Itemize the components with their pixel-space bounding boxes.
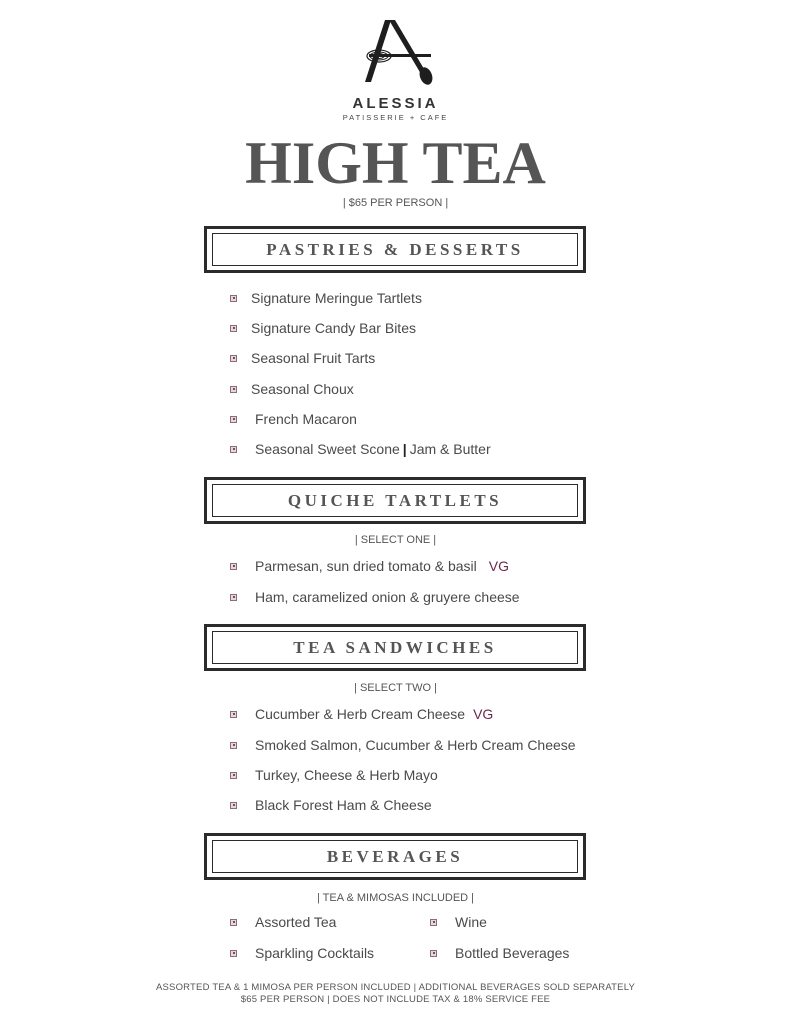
square-bullet-icon	[230, 386, 237, 393]
list-item	[230, 797, 432, 813]
footer-line-2: $65 PER PERSON | DOES NOT INCLUDE TAX & 18% SERVICE FEE	[240, 994, 551, 1005]
select-note: | SELECT ONE |	[354, 534, 437, 546]
list-item	[230, 737, 576, 753]
square-bullet-icon	[230, 711, 237, 718]
item-name: Bottled Beverages	[455, 945, 570, 961]
square-bullet-icon	[230, 742, 237, 749]
square-bullet-icon	[230, 295, 237, 302]
list-item	[430, 945, 569, 961]
square-bullet-icon	[230, 919, 237, 926]
included-note: | TEA & MIMOSAS INCLUDED |	[316, 892, 475, 904]
item-name: Signature Meringue Tartlets	[251, 290, 422, 306]
list-item	[230, 589, 520, 605]
vegetarian-tag: VG	[488, 558, 510, 574]
item-name: Turkey, Cheese & Herb Mayo	[255, 767, 438, 783]
item-name: Ham, caramelized onion & gruyere cheese	[255, 589, 520, 605]
square-bullet-icon	[430, 919, 437, 926]
item-extra: Jam & Butter	[409, 441, 491, 457]
list-item	[230, 381, 354, 397]
item-name: Seasonal Choux	[251, 381, 354, 397]
vegetarian-tag: VG	[473, 706, 494, 722]
list-item	[230, 914, 336, 930]
footer-line-1: ASSORTED TEA & 1 MIMOSA PER PERSON INCLUDED | ADDITIONAL BEVERAGES SOLD SEPARATELY	[155, 982, 636, 993]
item-name: Seasonal Fruit Tarts	[251, 350, 376, 366]
item-name: Seasonal Sweet Scone	[255, 441, 400, 457]
section-header-quiche	[204, 477, 586, 524]
square-bullet-icon	[230, 772, 237, 779]
section-heading: QUICHE TARTLETS	[287, 490, 503, 510]
item-name: Wine	[455, 914, 487, 930]
square-bullet-icon	[230, 355, 237, 362]
square-bullet-icon	[230, 594, 237, 601]
list-item	[230, 767, 438, 783]
list-item	[230, 411, 357, 427]
square-bullet-icon	[230, 950, 237, 957]
square-bullet-icon	[230, 416, 237, 423]
section-heading: TEA SANDWICHES	[293, 637, 497, 657]
item-name: Smoked Salmon, Cucumber & Herb Cream Cheese	[255, 737, 576, 753]
list-item	[230, 441, 491, 457]
separator: |	[402, 441, 407, 457]
item-name: Sparkling Cocktails	[255, 945, 375, 961]
item-name: Parmesan, sun dried tomato & basil	[255, 558, 477, 574]
square-bullet-icon	[230, 446, 237, 453]
item-name: Assorted Tea	[255, 914, 337, 930]
section-header-beverages	[204, 833, 586, 880]
page-title: HIGH TEA	[245, 130, 546, 196]
list-item	[230, 945, 374, 961]
square-bullet-icon	[230, 325, 237, 332]
item-name: Cucumber & Herb Cream Cheese	[255, 706, 466, 722]
list-item	[230, 290, 422, 306]
price-line: | $65 PER PERSON |	[342, 197, 449, 209]
square-bullet-icon	[230, 563, 237, 570]
list-item	[230, 558, 509, 574]
square-bullet-icon	[230, 802, 237, 809]
select-note: | SELECT TWO |	[354, 682, 437, 694]
section-heading: BEVERAGES	[326, 846, 464, 866]
list-item	[230, 350, 375, 366]
item-name: French Macaron	[255, 411, 357, 427]
brand-subtitle: PATISSERIE + CAFE	[342, 113, 449, 122]
list-item	[430, 914, 487, 930]
list-item	[230, 320, 416, 336]
logo-icon	[355, 18, 437, 90]
section-header-sandwiches	[204, 624, 586, 671]
item-name: Black Forest Ham & Cheese	[255, 797, 432, 813]
square-bullet-icon	[430, 950, 437, 957]
brand-name: ALESSIA	[352, 95, 439, 112]
section-heading: PASTRIES & DESSERTS	[266, 239, 524, 259]
list-item	[230, 706, 493, 722]
section-header-pastries	[204, 226, 586, 273]
item-name: Signature Candy Bar Bites	[251, 320, 416, 336]
